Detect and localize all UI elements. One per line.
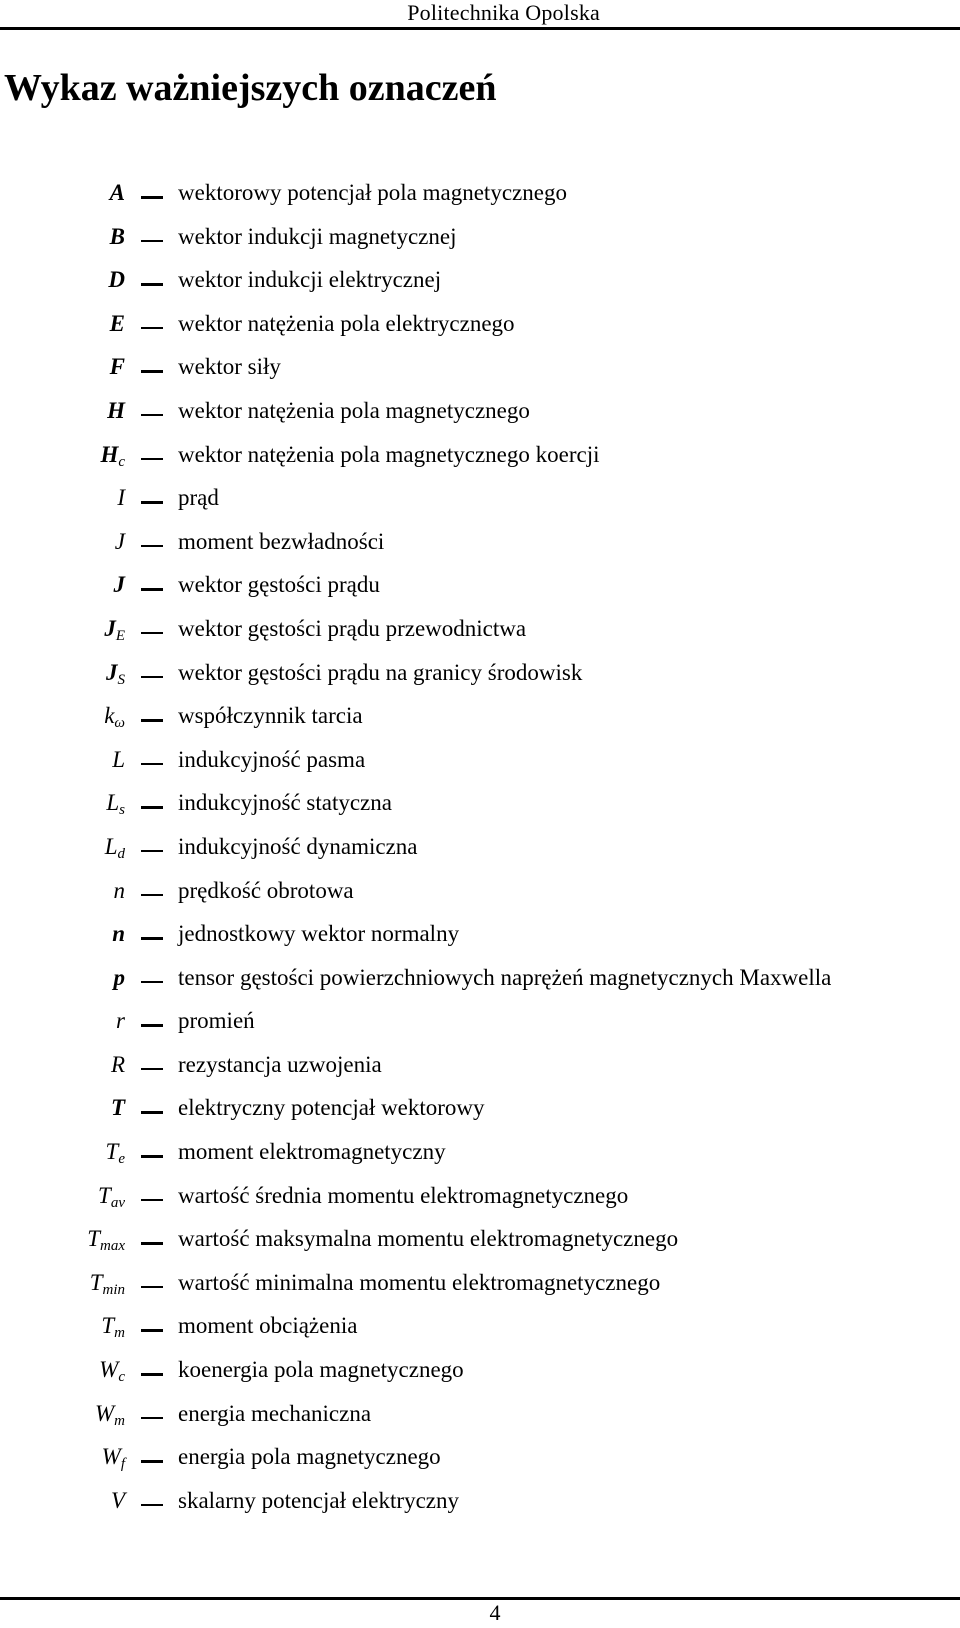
symbol-description: wektorowy potencjał pola magnetycznego xyxy=(178,180,567,205)
symbol-row xyxy=(0,479,960,523)
header-rule xyxy=(0,27,960,30)
symbol-description: skalarny potencjał elektryczny xyxy=(178,1487,459,1513)
symbol-description: rezystancja uzwojenia xyxy=(178,1051,382,1077)
symbol-letter: n xyxy=(112,921,125,947)
symbol-row xyxy=(0,1351,960,1395)
symbol-subscript: c xyxy=(118,1369,125,1386)
symbol-letter: H xyxy=(100,441,119,467)
symbol-row xyxy=(0,697,960,741)
symbol-subscript: S xyxy=(117,671,125,688)
symbol-description: jednostkowy wektor normalny xyxy=(178,921,460,947)
symbol-row xyxy=(0,1395,960,1439)
symbol-description: moment obciążenia xyxy=(178,1313,358,1339)
dash-separator xyxy=(141,545,163,548)
symbol-letter: E xyxy=(109,310,125,336)
dash-separator xyxy=(141,240,163,243)
symbol-row xyxy=(0,218,960,262)
symbol-subscript: ω xyxy=(114,715,125,732)
dash-separator xyxy=(141,1286,163,1289)
symbol-letter: J xyxy=(104,615,116,641)
symbol-row xyxy=(0,566,960,610)
symbol xyxy=(110,354,125,380)
symbol-letter: V xyxy=(110,1487,125,1513)
dash-separator xyxy=(141,632,163,635)
symbol-description: wektor gęstości prądu na granicy środowisk xyxy=(178,659,583,685)
symbol-description: elektryczny potencjał wektorowy xyxy=(178,1095,485,1121)
symbol-letter: k xyxy=(104,703,115,729)
symbol-letter: p xyxy=(113,964,125,990)
symbol-row xyxy=(0,305,960,349)
symbol-list xyxy=(0,174,960,1525)
symbol xyxy=(87,1226,125,1255)
dash-separator xyxy=(141,327,163,330)
symbol xyxy=(108,267,125,293)
symbol-row xyxy=(0,436,960,480)
dash-separator xyxy=(141,1068,163,1071)
symbol-letter: n xyxy=(113,877,125,903)
symbol-row xyxy=(0,261,960,305)
symbol xyxy=(112,747,125,773)
symbol xyxy=(111,1488,125,1514)
symbol-row xyxy=(0,872,960,916)
dash-separator xyxy=(141,719,163,722)
symbol-description: wektor natężenia pola magnetycznego koercji xyxy=(178,441,600,467)
symbol-subscript: E xyxy=(115,627,125,644)
dash-separator xyxy=(141,1155,163,1158)
symbol-letter: D xyxy=(108,267,125,293)
symbol xyxy=(106,1139,125,1168)
symbol xyxy=(110,224,125,250)
symbol-row xyxy=(0,1482,960,1526)
dash-separator xyxy=(141,1242,163,1245)
symbol-letter: B xyxy=(109,223,125,249)
symbol xyxy=(107,398,125,424)
symbol-letter: H xyxy=(107,397,125,423)
dash-separator xyxy=(141,937,163,940)
dash-separator xyxy=(141,1460,163,1463)
header-institution: Politechnika Opolska xyxy=(407,0,600,25)
symbol-row xyxy=(0,1264,960,1308)
symbol xyxy=(102,1444,125,1473)
symbol xyxy=(99,1357,125,1386)
dash-separator xyxy=(141,370,163,373)
symbol-letter: W xyxy=(94,1400,115,1426)
symbol-row xyxy=(0,741,960,785)
dash-separator xyxy=(141,1417,163,1420)
symbol-row xyxy=(0,348,960,392)
symbol-row xyxy=(0,174,960,218)
symbol xyxy=(114,965,126,991)
symbol-letter: J xyxy=(106,659,118,685)
symbol-letter: L xyxy=(112,746,125,772)
symbol-row xyxy=(0,1046,960,1090)
symbol xyxy=(101,1313,125,1342)
dash-separator xyxy=(141,588,163,591)
symbol xyxy=(114,572,126,598)
symbol xyxy=(117,485,125,511)
symbol-letter: R xyxy=(110,1051,125,1077)
symbol-description: indukcyjność pasma xyxy=(178,746,366,772)
symbol-row xyxy=(0,392,960,436)
dash-separator xyxy=(141,283,163,286)
symbol xyxy=(110,311,125,337)
symbol-row xyxy=(0,1002,960,1046)
dash-separator xyxy=(141,1199,163,1202)
symbol xyxy=(100,442,125,471)
symbol-letter: A xyxy=(109,180,125,205)
symbol-description: moment elektromagnetyczny xyxy=(178,1139,446,1165)
symbol-description: wartość maksymalna momentu elektromagnetycznego xyxy=(178,1226,679,1252)
dash-separator xyxy=(141,501,163,504)
dash-separator xyxy=(141,1373,163,1376)
symbol-row xyxy=(0,1438,960,1482)
symbol-letter: r xyxy=(116,1008,125,1034)
symbol-description: wartość średnia momentu elektromagnetycznego xyxy=(178,1182,629,1208)
symbol-description: wektor indukcji magnetycznej xyxy=(178,223,457,249)
symbol-letter: T xyxy=(98,1182,111,1208)
symbol-letter: F xyxy=(109,354,125,380)
symbol-description: wektor indukcji elektrycznej xyxy=(178,267,442,293)
symbol-letter: T xyxy=(105,1139,119,1165)
symbol-subscript: min xyxy=(102,1281,125,1298)
symbol xyxy=(104,616,125,645)
symbol-description: tensor gęstości powierzchniowych naprężeń magnetycznych Maxwella xyxy=(178,964,832,990)
symbol xyxy=(104,703,125,732)
symbol xyxy=(115,529,125,555)
symbol-description: wektor gęstości prądu xyxy=(178,572,380,598)
symbol-letter: I xyxy=(117,485,125,511)
symbol xyxy=(105,834,125,863)
symbol-row xyxy=(0,1133,960,1177)
dash-separator xyxy=(141,763,163,766)
symbol-row xyxy=(0,1220,960,1264)
symbol xyxy=(106,660,125,689)
dash-separator xyxy=(141,1329,163,1332)
symbol-row xyxy=(0,915,960,959)
symbol-letter: T xyxy=(89,1269,103,1295)
symbol-subscript: m xyxy=(114,1412,125,1429)
dash-separator xyxy=(141,806,163,809)
symbol-description: indukcyjność dynamiczna xyxy=(178,833,418,859)
symbol-description: energia pola magnetycznego xyxy=(178,1444,441,1470)
symbol-row xyxy=(0,1089,960,1133)
dash-separator xyxy=(141,676,163,679)
symbol-description: współczynnik tarcia xyxy=(178,703,363,729)
symbol-description: wektor siły xyxy=(178,354,281,380)
symbol-row xyxy=(0,1177,960,1221)
symbol-letter: L xyxy=(104,833,118,859)
symbol-subscript: f xyxy=(120,1456,125,1473)
symbol-description: prędkość obrotowa xyxy=(178,877,354,903)
symbol-subscript: max xyxy=(100,1238,125,1255)
symbol-description: wartość minimalna momentu elektromagnetycznego xyxy=(178,1269,661,1295)
symbol-subscript: av xyxy=(110,1194,125,1211)
symbol-letter: T xyxy=(101,1313,115,1339)
symbol xyxy=(112,921,125,947)
symbol xyxy=(90,1270,125,1299)
symbol-subscript: s xyxy=(119,802,125,819)
symbol-subscript: e xyxy=(118,1151,125,1168)
symbol xyxy=(111,1052,125,1078)
dash-separator xyxy=(141,458,163,461)
symbol-subscript: c xyxy=(118,453,125,470)
symbol-subscript: m xyxy=(114,1325,125,1342)
dash-separator xyxy=(141,1024,163,1027)
symbol xyxy=(116,1008,125,1034)
symbol-letter: J xyxy=(114,528,125,554)
dash-separator xyxy=(141,894,163,897)
symbol-description: promień xyxy=(178,1008,255,1034)
symbol-row xyxy=(0,523,960,567)
symbol-letter: L xyxy=(106,790,120,816)
symbol-description: indukcyjność statyczna xyxy=(178,790,392,816)
page-title: Wykaz ważniejszych oznaczeń xyxy=(4,67,497,109)
symbol-letter: T xyxy=(87,1226,100,1252)
symbol-description: prąd xyxy=(178,485,219,511)
symbol-row xyxy=(0,959,960,1003)
dash-separator xyxy=(141,850,163,853)
symbol-description: energia mechaniczna xyxy=(178,1400,372,1426)
symbol-letter: W xyxy=(101,1444,121,1470)
symbol-letter: J xyxy=(113,572,125,598)
symbol-row xyxy=(0,654,960,698)
symbol-letter: W xyxy=(99,1357,119,1383)
dash-separator xyxy=(141,1111,163,1114)
symbol-row xyxy=(0,784,960,828)
symbol xyxy=(95,1401,125,1430)
symbol-subscript: d xyxy=(117,845,125,862)
symbol-description: koenergia pola magnetycznego xyxy=(178,1357,464,1383)
symbol-row xyxy=(0,610,960,654)
dash-separator xyxy=(141,981,163,984)
dash-separator xyxy=(141,196,163,199)
symbol-description: wektor natężenia pola elektrycznego xyxy=(178,310,515,336)
symbol xyxy=(98,1183,125,1212)
dash-separator xyxy=(141,414,163,417)
symbol-letter: T xyxy=(110,1095,125,1121)
symbol-row xyxy=(0,1307,960,1351)
page-number: 4 xyxy=(489,1600,501,1625)
symbol xyxy=(111,1095,125,1121)
symbol xyxy=(106,790,125,819)
symbol xyxy=(110,180,125,206)
symbol-description: wektor natężenia pola magnetycznego xyxy=(178,397,530,423)
dash-separator xyxy=(141,1504,163,1507)
symbol xyxy=(114,878,126,904)
symbol-description: moment bezwładności xyxy=(178,528,385,554)
symbol-row xyxy=(0,828,960,872)
symbol-description: wektor gęstości prądu przewodnictwa xyxy=(178,615,527,641)
